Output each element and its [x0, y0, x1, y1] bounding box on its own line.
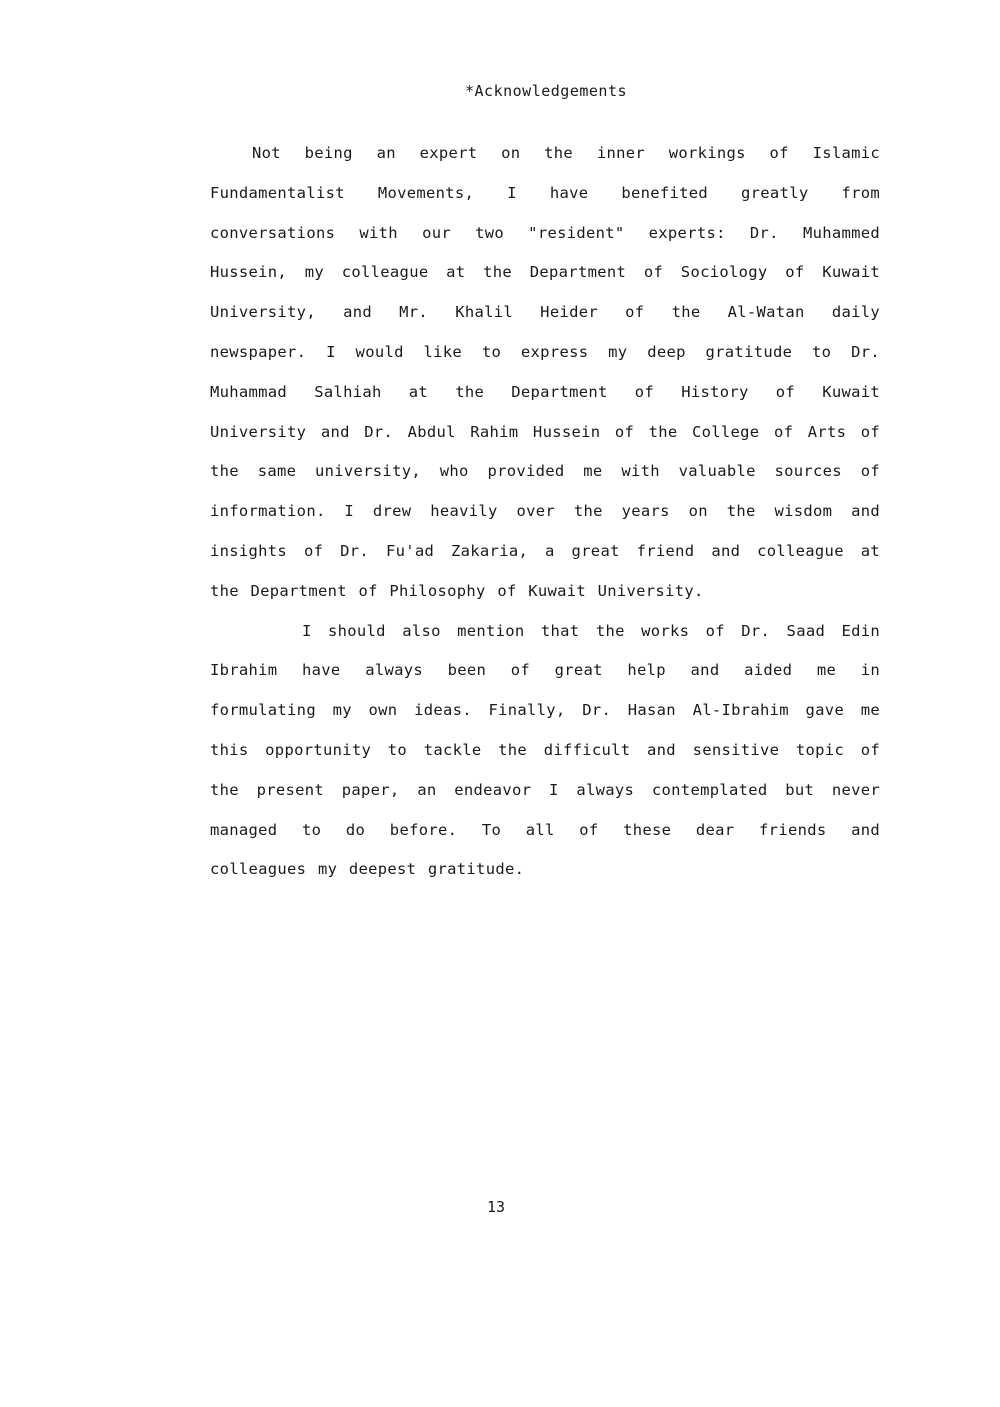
text-line: managed to do before. To all of these dear friends and — [210, 820, 880, 839]
text-line: University, and Mr. Khalil Heider of the Al-Watan daily — [210, 303, 880, 322]
text-line: this opportunity to tackle the difficult and sensitive topic of — [210, 740, 880, 759]
text-line: conversations with our two "resident" experts: Dr. Muhammed — [210, 223, 880, 242]
text-line: Muhammad Salhiah at the Department of History of Kuwait — [210, 382, 880, 401]
body-text — [210, 137, 880, 893]
text-line: I should also mention that the works of Dr. Saad Edin — [302, 621, 880, 640]
text-line: the same university, who provided me with valuable sources of — [210, 462, 880, 481]
text-line: insights of Dr. Fu'ad Zakaria, a great friend and colleague at — [210, 541, 880, 560]
text-line: formulating my own ideas. Finally, Dr. Hasan Al-Ibrahim gave me — [210, 701, 880, 720]
text-line: the Department of Philosophy of Kuwait University. — [210, 581, 704, 600]
text-line: Hussein, my colleague at the Department of Sociology of Kuwait — [210, 263, 880, 282]
text-line: colleagues my deepest gratitude. — [210, 860, 525, 879]
text-line: Not being an expert on the inner workings of Islamic — [252, 144, 880, 162]
text-line: information. I drew heavily over the years on the wisdom and — [210, 502, 880, 521]
text-line: Fundamentalist Movements, I have benefited greatly from — [210, 183, 880, 202]
paragraph-2 — [210, 615, 880, 894]
text-line: Ibrahim have always been of great help and aided me in — [210, 661, 880, 680]
page-number: 13 — [486, 1198, 506, 1216]
paragraph-1 — [210, 137, 880, 615]
text-line: University and Dr. Abdul Rahim Hussein of the College of Arts of — [210, 422, 880, 441]
text-line: the present paper, an endeavor I always contemplated but never — [210, 780, 880, 799]
text-line: newspaper. I would like to express my deep gratitude to Dr. — [210, 342, 880, 361]
page-heading: *Acknowledgements — [464, 82, 628, 100]
